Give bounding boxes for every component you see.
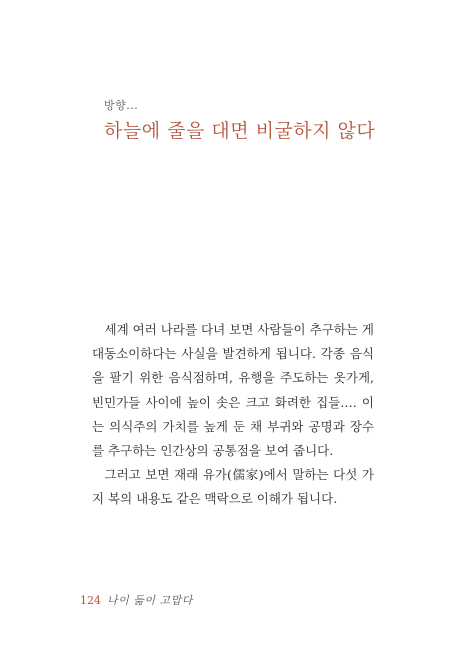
page-number: 124 <box>80 594 101 607</box>
section-label: 방향... <box>104 99 139 112</box>
paragraph-2: 그러고 보면 재래 유가(儒家)에서 말하는 다섯 가지 복의 내용도 같은 맥락으로 이해가 됩니다. <box>92 467 374 507</box>
chapter-title: 하늘에 줄을 대면 비굴하지 않다 <box>104 120 376 142</box>
body-text <box>92 318 374 512</box>
book-title: 나이 듦이 고맙다 <box>107 594 193 607</box>
paragraph-1: 세계 여러 나라를 다녀 보면 사람들이 추구하는 게 대동소이하다는 사실을 발견하게 됩니다. 각종 음식을 팔기 위한 음식점하며, 유행을 주도하는 옷가게, 빈민가들 사이에 높이 솟은 크고 화려한 집들…. 이는 의식주의 가치를 높게 둔 채 부귀와 공명과 장수를 추구하는 인간상의 공통점을 보여 줍니다. <box>92 322 374 459</box>
page-footer <box>80 592 193 608</box>
